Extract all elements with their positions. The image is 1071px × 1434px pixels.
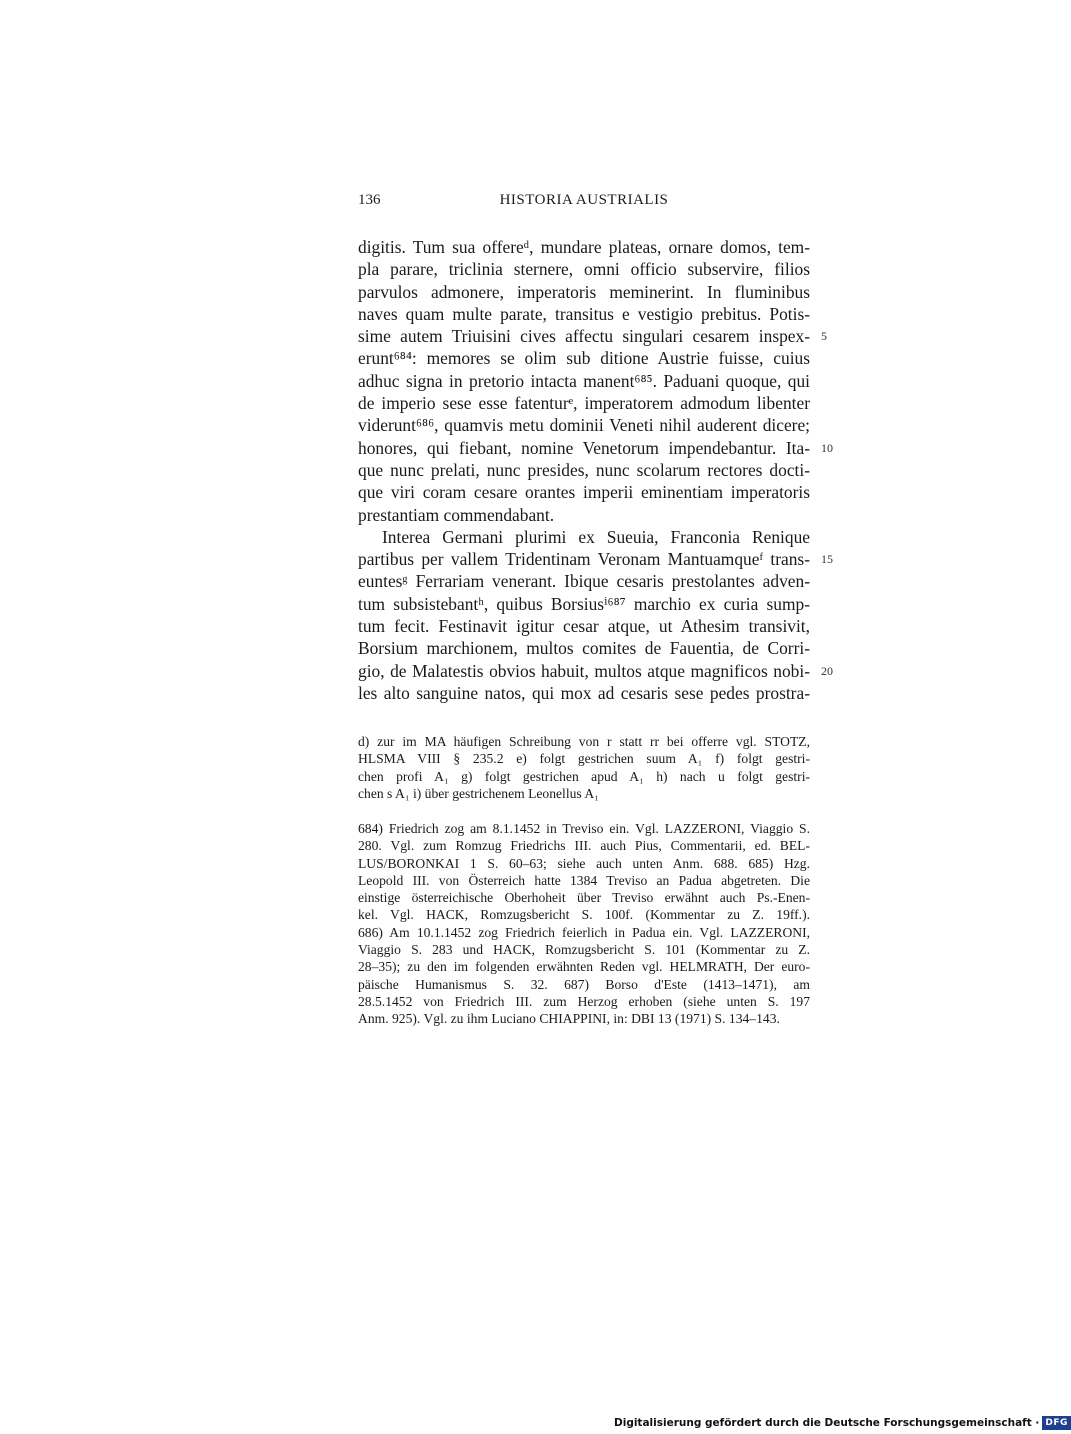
main-line: sime autem Triuisini cives affectu singulari cesarem inspex- 5 — [358, 326, 827, 347]
main-line: tum fecit. Festinavit igitur cesar atque, ut Athesim transivit, — [358, 616, 810, 637]
footnote-line: einstige österreichische Oberhoheit über Treviso erwähnt auch Ps.-Enen- — [358, 890, 810, 906]
apparatus-line: chen s A₁ i) über gestrichenem Leonellus A₁ — [358, 785, 599, 801]
page-header — [358, 192, 810, 216]
footnote-line: 684) Friedrich zog am 8.1.1452 in Treviso ein. Vgl. LAZZERONI, Viaggio S. — [358, 821, 810, 836]
line-number: 15 — [821, 552, 833, 567]
main-line: adhuc signa in pretorio intacta manent⁶⁸⁵. Paduani quoque, qui — [358, 370, 810, 391]
apparatus-line: HLSMA VIII § 235.2 e) folgt gestrichen suum A₁ f) folgt gestri- — [358, 751, 810, 767]
dfg-logo-icon: DFG — [1042, 1416, 1071, 1430]
main-line: Borsium marchionem, multos comites de Fauentia, de Corri- — [358, 638, 810, 659]
main-line: naves quam multe parate, transitus e vestigio prebitus. Potis- — [358, 303, 810, 324]
main-line: honores, qui fiebant, nomine Venetorum impendebantur. Ita- 10 — [358, 437, 833, 458]
footnote-line: kel. Vgl. HACK, Romzugsbericht S. 100f. (Kommentar zu Z. 19ff.). — [358, 907, 810, 923]
critical-apparatus — [358, 733, 810, 802]
running-title: HISTORIA AUSTRIALIS — [499, 192, 669, 208]
main-line: prestantiam commendabant. — [358, 504, 555, 525]
main-line: tum subsistebantʰ, quibus Borsiusⁱ⁶⁸⁷ marchio ex curia sump- — [358, 593, 810, 614]
main-line: pla parare, triclinia sternere, omni officio subservire, filios — [358, 259, 810, 280]
footnote-line: päische Humanismus S. 32. 687) Borso d'Este (1413–1471), am — [358, 976, 810, 992]
line-number: 20 — [821, 663, 833, 678]
footnote-line: Anm. 925). Vgl. zu ihm Luciano CHIAPPINI, in: DBI 13 (1971) S. 134–143. — [358, 1011, 780, 1027]
main-line: Interea Germani plurimi ex Sueuia, Franconia Renique — [382, 526, 810, 547]
footnote-line: 28–35); zu den im folgenden erwähnten Reden vgl. HELMRATH, Der euro- — [358, 959, 810, 975]
line-number: 10 — [821, 440, 833, 455]
footnote-line: 686) Am 10.1.1452 zog Friedrich feierlich in Padua ein. Vgl. LAZZERONI, — [358, 924, 810, 940]
main-line: partibus per vallem Tridentinam Veronam Mantuamqueᶠ trans- 15 — [358, 549, 833, 570]
main-text — [358, 236, 833, 704]
line-number: 5 — [821, 329, 827, 344]
apparatus-line: d) zur im MA häufigen Schreibung von r statt rr bei offerre vgl. STOTZ, — [358, 734, 810, 749]
footnote-line: 28.5.1452 von Friedrich III. zum Herzog erhoben (siehe unten S. 197 — [358, 993, 810, 1009]
apparatus-line: chen profi A₁ g) folgt gestrichen apud A₁ h) nach u folgt gestri- — [358, 768, 810, 784]
main-line: parvulos admonere, imperatoris meminerint. In fluminibus — [358, 281, 810, 302]
main-line: erunt⁶⁸⁴: memores se olim sub ditione Austrie fuisse, cuius — [358, 348, 810, 369]
main-line: les alto sanguine natos, qui mox ad cesaris sese pedes prostra- — [358, 682, 810, 703]
main-line: de imperio sese esse fatenturᵉ, imperatorem admodum libenter — [358, 393, 810, 414]
footnote-line: Leopold III. von Österreich hatte 1384 Treviso an Padua abgetreten. Die — [358, 872, 810, 888]
footnote-line: Viaggio S. 283 und HACK, Romzugsbericht S. 101 (Kommentar zu Z. — [358, 942, 810, 958]
main-line: viderunt⁶⁸⁶, quamvis metu dominii Veneti nihil auderent dicere; — [358, 415, 810, 436]
banner-text: Digitalisierung gefördert durch die Deutsche Forschungsgemeinschaft · — [614, 1417, 1040, 1429]
digitization-banner — [614, 1416, 1071, 1430]
main-line: que nunc prelati, nunc presides, nunc scolarum rectores docti- — [358, 459, 810, 480]
footnote-line: LUS/BORONKAI 1 S. 60–63; siehe auch unten Anm. 688. 685) Hzg. — [358, 855, 810, 871]
main-line: que viri coram cesare orantes imperii eminentiam imperatoris — [358, 482, 810, 503]
page-number: 136 — [358, 192, 381, 208]
footnote-line: 280. Vgl. zum Romzug Friedrichs III. auch Pius, Commentarii, ed. BEL- — [358, 838, 810, 854]
main-line: euntesᵍ Ferrariam venerant. Ibique cesaris prestolantes adven- — [358, 571, 810, 592]
footnotes — [358, 820, 810, 1028]
main-line: gio, de Malatestis obvios habuit, multos atque magnificos nobi- 20 — [358, 660, 833, 681]
main-line: digitis. Tum sua offereᵈ, mundare plateas, ornare domos, tem- — [358, 237, 810, 257]
